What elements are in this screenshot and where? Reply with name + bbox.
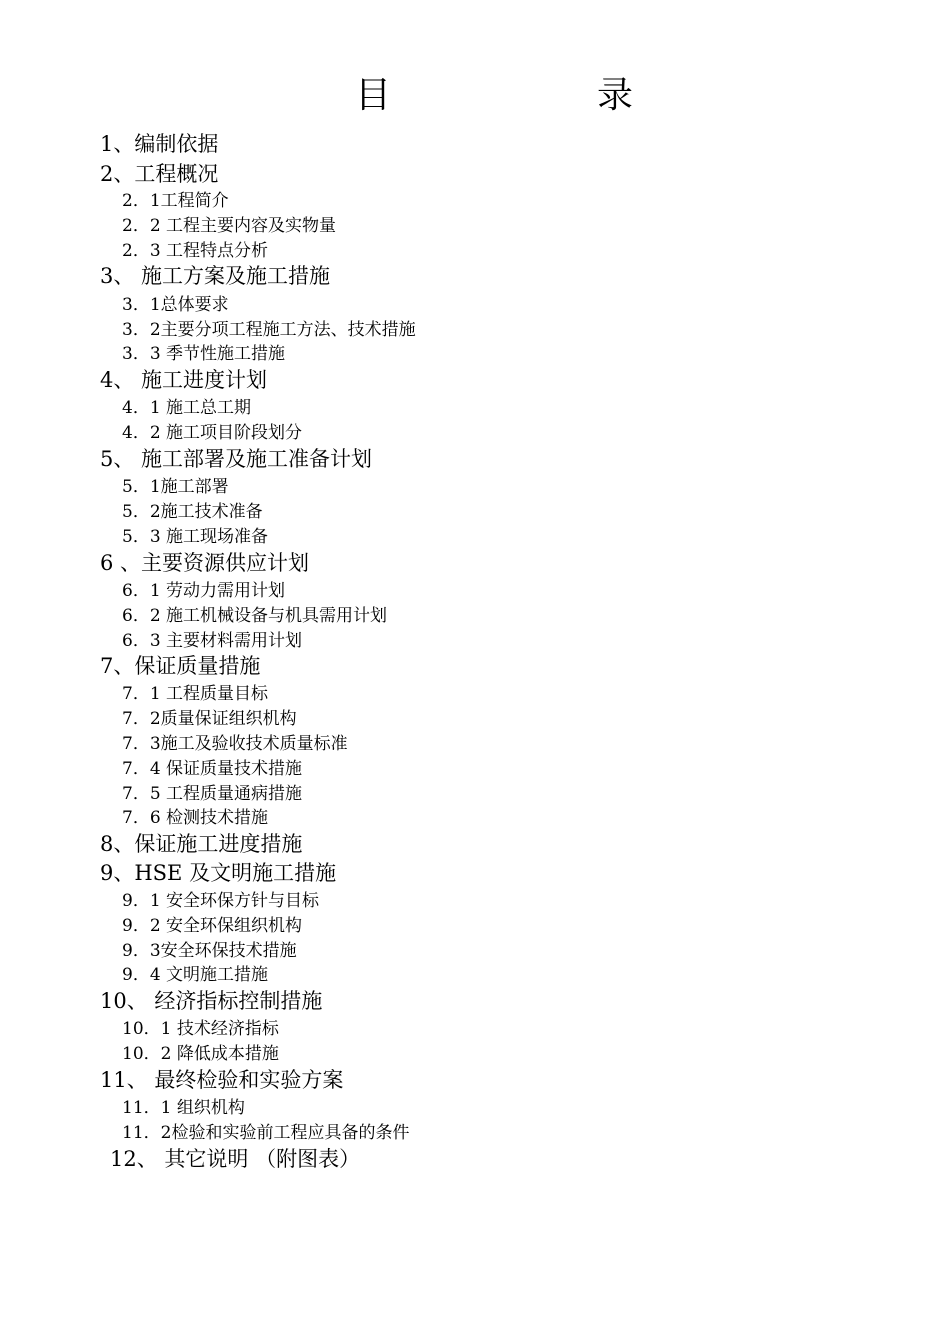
- toc-subsection-item: 5．2施工技术准备: [122, 502, 263, 522]
- toc-subsection-item: 6．3 主要材料需用计划: [122, 631, 303, 651]
- toc-subsection-item: 4．2 施工项目阶段划分: [122, 423, 303, 443]
- toc-subsection-item: 10．2 降低成本措施: [122, 1044, 279, 1064]
- toc-section-heading: 8、保证施工进度措施: [100, 832, 303, 856]
- toc-section-heading: 10、 经济指标控制措施: [100, 989, 323, 1013]
- toc-subsection-item: 3．2主要分项工程施工方法、技术措施: [122, 320, 416, 340]
- toc-section-heading: 1、编制依据: [100, 132, 219, 156]
- toc-subsection-item: 4．1 施工总工期: [122, 398, 252, 418]
- toc-subsection-item: 10．1 技术经济指标: [122, 1019, 279, 1039]
- toc-subsection-item: 11．1 组织机构: [122, 1098, 245, 1118]
- toc-subsection-item: 3．1总体要求: [122, 295, 229, 315]
- toc-subsection-item: 5．1施工部署: [122, 477, 229, 497]
- toc-section-heading: 3、 施工方案及施工措施: [100, 264, 331, 288]
- toc-section-heading: 5、 施工部署及施工准备计划: [100, 447, 373, 471]
- toc-subsection-item: 9．2 安全环保组织机构: [122, 916, 303, 936]
- toc-section-heading: 11、 最终检验和实验方案: [100, 1068, 344, 1092]
- toc-subsection-item: 7．3施工及验收技术质量标准: [122, 734, 348, 754]
- toc-subsection-item: 7．6 检测技术措施: [122, 808, 269, 828]
- toc-subsection-item: 2．3 工程特点分析: [122, 241, 269, 261]
- toc-section-heading: 12、 其它说明 （附图表）: [110, 1147, 361, 1171]
- toc-section-heading: 4、 施工进度计划: [100, 368, 268, 392]
- toc-subsection-item: 2．1工程简介: [122, 191, 229, 211]
- toc-subsection-item: 7．2质量保证组织机构: [122, 709, 297, 729]
- page-title-right-char: 录: [597, 75, 634, 116]
- toc-subsection-item: 6．1 劳动力需用计划: [122, 581, 286, 601]
- toc-subsection-item: 2．2 工程主要内容及实物量: [122, 216, 337, 236]
- toc-subsection-item: 9．4 文明施工措施: [122, 965, 269, 985]
- toc-subsection-item: 7．4 保证质量技术措施: [122, 759, 303, 779]
- toc-subsection-item: 11．2检验和实验前工程应具备的条件: [122, 1123, 410, 1143]
- toc-section-heading: 2、工程概况: [100, 162, 219, 186]
- toc-subsection-item: 7．1 工程质量目标: [122, 684, 269, 704]
- toc-subsection-item: 6．2 施工机械设备与机具需用计划: [122, 606, 388, 626]
- toc-subsection-item: 9．1 安全环保方针与目标: [122, 891, 320, 911]
- toc-subsection-item: 5．3 施工现场准备: [122, 527, 269, 547]
- page-title-left-char: 目: [355, 75, 392, 116]
- toc-subsection-item: 3．3 季节性施工措施: [122, 344, 286, 364]
- toc-section-heading: 7、保证质量措施: [100, 654, 261, 678]
- toc-section-heading: 9、HSE 及文明施工措施: [100, 861, 337, 885]
- toc-section-heading: 6 、主要资源供应计划: [100, 551, 310, 575]
- toc-subsection-item: 9．3安全环保技术措施: [122, 941, 297, 961]
- toc-subsection-item: 7．5 工程质量通病措施: [122, 784, 303, 804]
